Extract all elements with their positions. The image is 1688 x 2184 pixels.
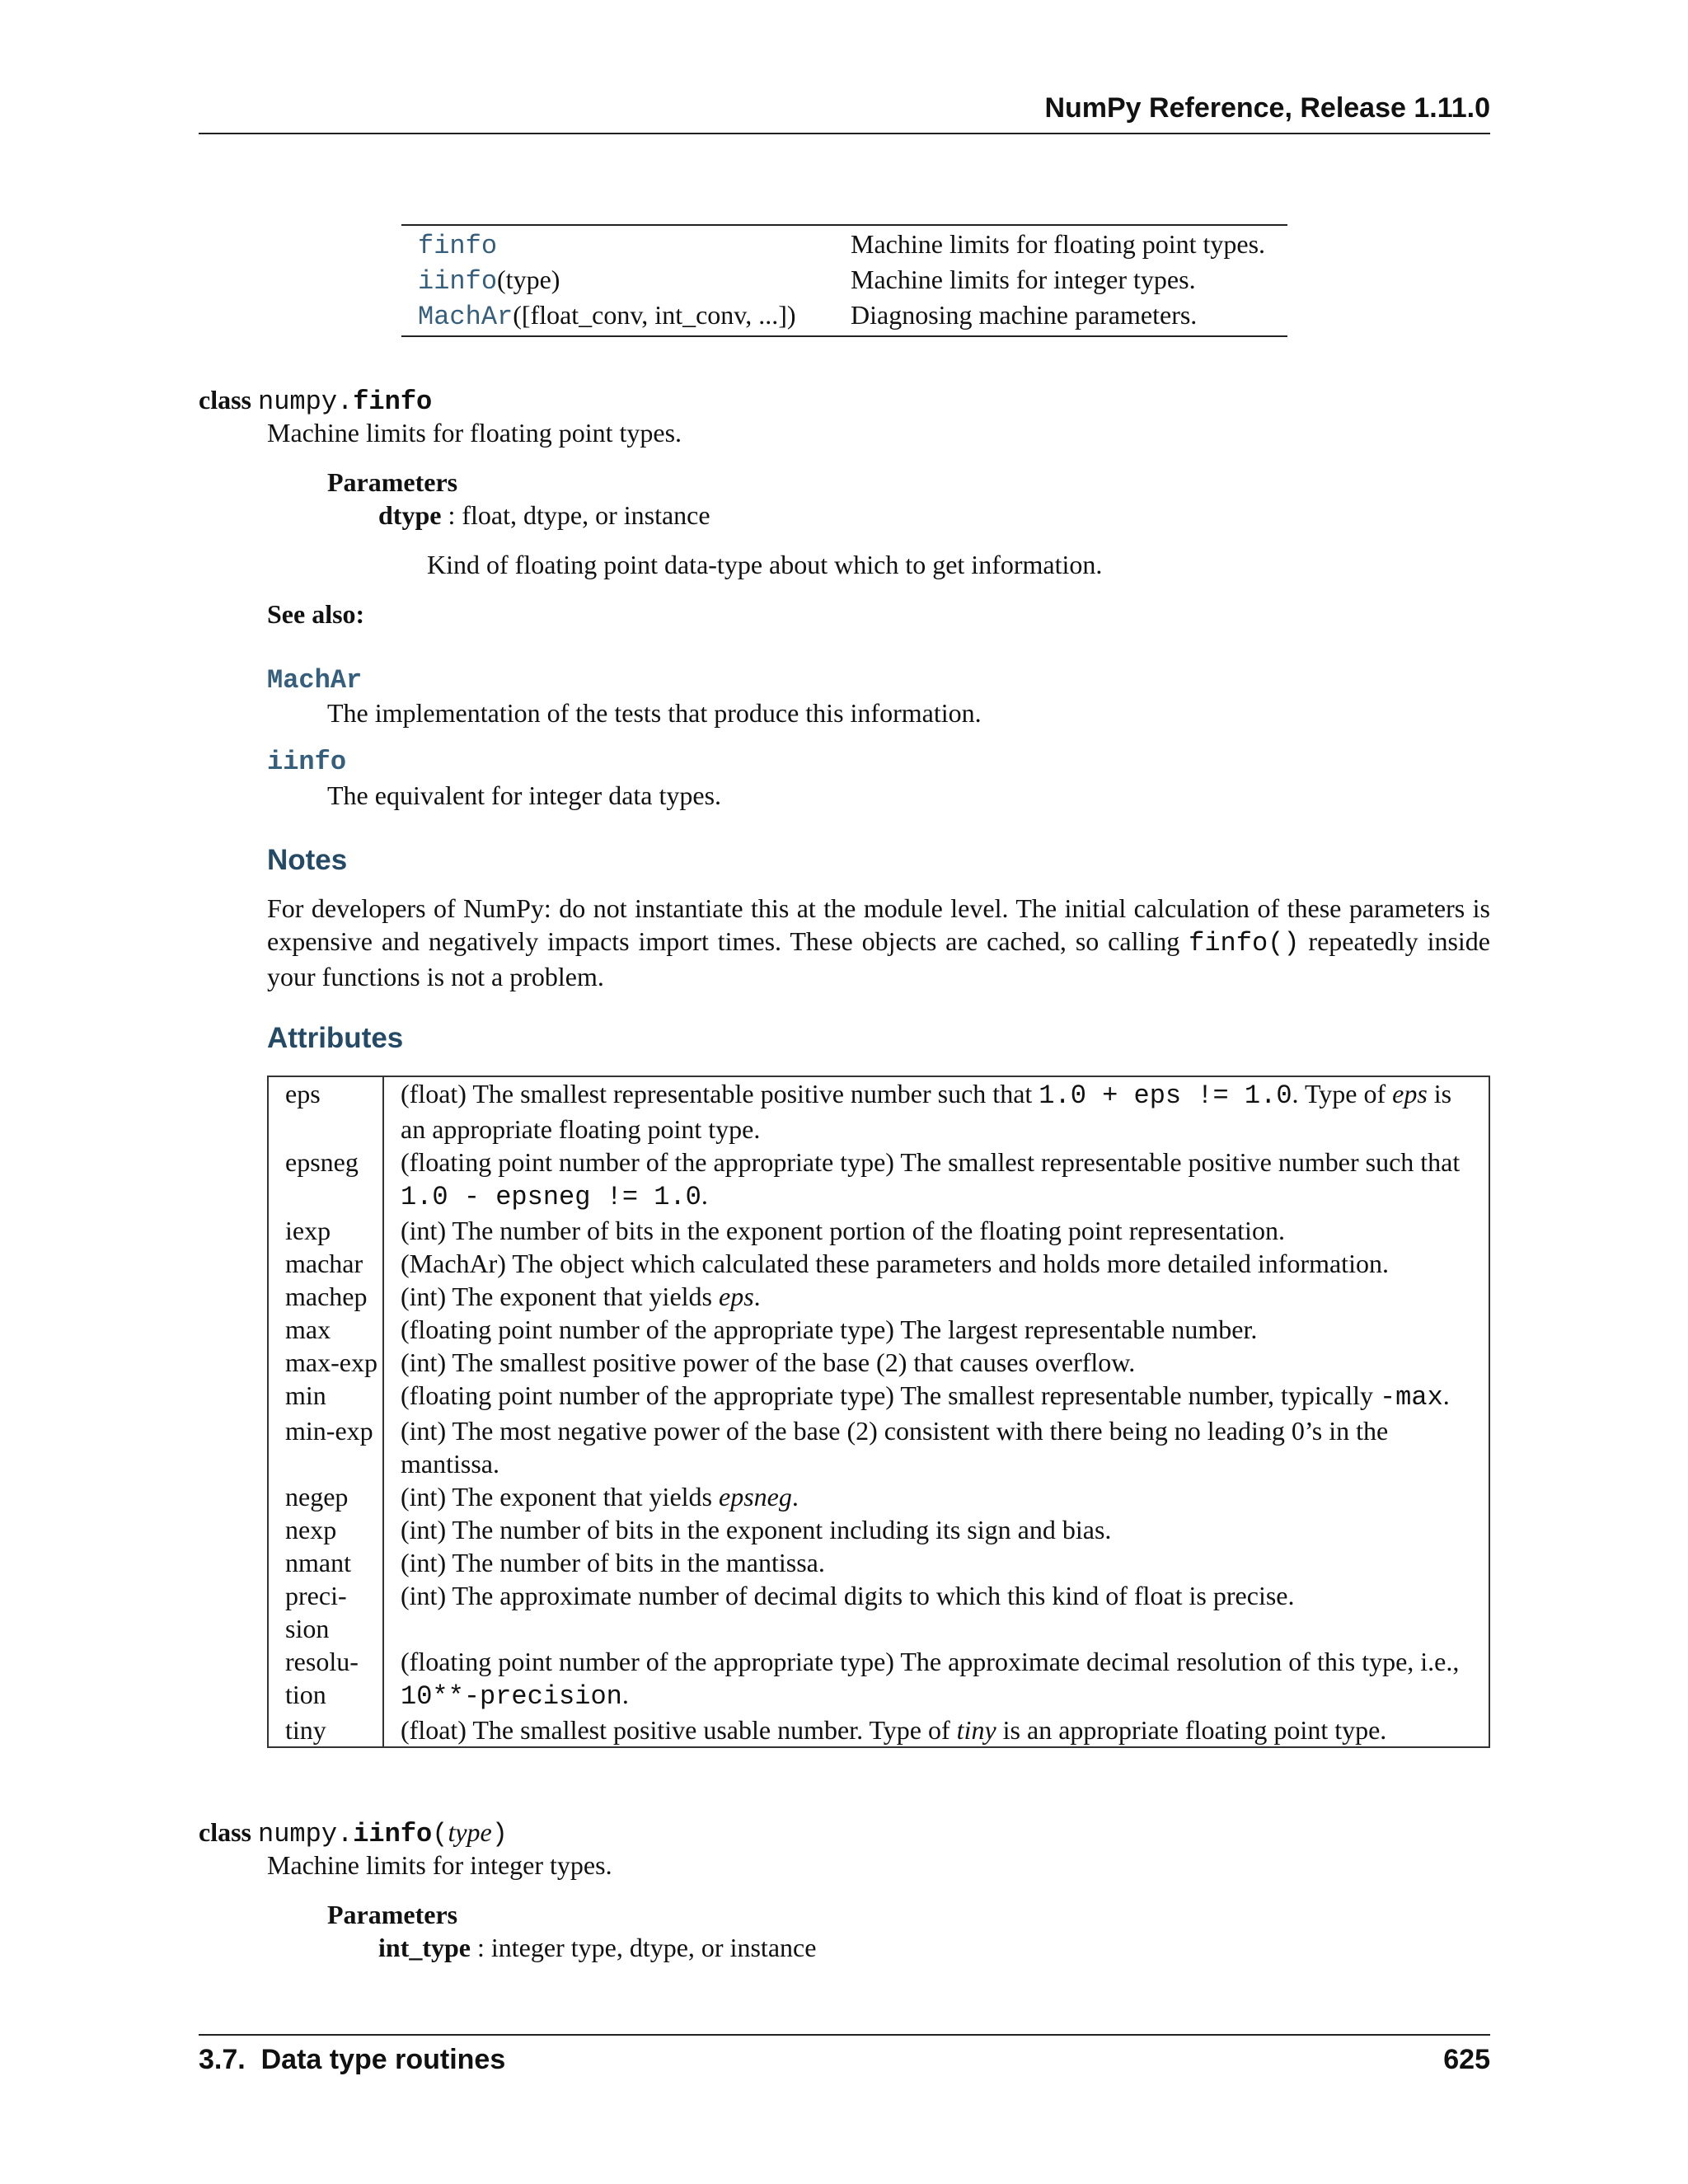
attribute-row — [268, 1713, 1489, 1747]
params-heading: Parameters — [327, 1900, 458, 1929]
attribute-row — [268, 1076, 1489, 1146]
attribute-row — [268, 1247, 1489, 1280]
sig-open: ( — [432, 1819, 448, 1849]
attribute-description — [383, 1146, 1489, 1214]
inline-code: 10**-precision — [401, 1681, 622, 1712]
attribute-row — [268, 1313, 1489, 1346]
notes-code: finfo() — [1189, 928, 1300, 958]
description-text: is an appropriate floating point type. — [996, 1715, 1387, 1745]
description-text: (floating point number of the appropriate type) The largest representable number. — [401, 1315, 1258, 1344]
summary-args: (type) — [497, 265, 560, 294]
description-text: . — [621, 1680, 629, 1709]
attribute-name: max — [268, 1313, 383, 1346]
summary-link-finfo[interactable]: finfo — [418, 231, 498, 261]
attribute-description — [383, 1247, 1489, 1280]
description-text: (floating point number of the appropriate type) The approximate decimal resolution of this type, i.e., — [401, 1647, 1460, 1676]
see-also-desc: The implementation of the tests that produce this information. — [327, 698, 982, 728]
attribute-name: iexp — [268, 1214, 383, 1247]
class-name: finfo — [353, 387, 433, 417]
module-prefix: numpy. — [258, 1819, 354, 1849]
attribute-description — [383, 1546, 1489, 1579]
attribute-row — [268, 1414, 1489, 1480]
attribute-row — [268, 1480, 1489, 1513]
description-text: . Type of — [1292, 1079, 1393, 1108]
attribute-description — [383, 1645, 1489, 1713]
param-desc: Kind of floating point data-type about which to get information. — [427, 550, 1103, 579]
param-name: dtype — [378, 500, 442, 530]
description-text: (int) The most negative power of the base (2) consistent with there being no leading 0’s in the mantissa. — [401, 1416, 1389, 1479]
page-number: 625 — [1443, 2044, 1490, 2075]
attribute-name: preci-sion — [268, 1579, 383, 1645]
description-text: (floating point number of the appropriate type) The smallest representable number, typically — [401, 1380, 1380, 1410]
description-text: . — [1442, 1380, 1450, 1410]
attribute-description — [383, 1414, 1489, 1480]
param-name: int_type — [378, 1933, 471, 1962]
attribute-row — [268, 1280, 1489, 1313]
summary-row — [401, 225, 1287, 263]
summary-desc: Diagnosing machine parameters. — [851, 300, 1198, 330]
description-text: (int) The exponent that yields — [401, 1282, 719, 1311]
iinfo-summary: Machine limits for integer types. — [267, 1850, 612, 1880]
description-text: (float) The smallest representable positive number such that — [401, 1079, 1039, 1108]
attribute-description — [383, 1480, 1489, 1513]
attribute-row — [268, 1579, 1489, 1645]
attribute-description — [383, 1313, 1489, 1346]
summary-table — [401, 224, 1287, 337]
description-text: (int) The smallest positive power of the base (2) that causes overflow. — [401, 1347, 1136, 1377]
summary-link-iinfo[interactable]: iinfo — [418, 266, 498, 297]
description-text: (floating point number of the appropriate type) The smallest representable positive number such that — [401, 1147, 1461, 1177]
sig-close: ) — [491, 1819, 508, 1849]
description-text: (int) The number of bits in the exponent including its sign and bias. — [401, 1515, 1112, 1544]
attributes-table — [267, 1076, 1490, 1748]
summary-link-machar[interactable]: MachAr — [418, 302, 513, 332]
notes-paragraph — [267, 892, 1490, 993]
finfo-summary: Machine limits for floating point types. — [267, 418, 682, 448]
emphasis: tiny — [956, 1715, 996, 1745]
see-also-heading: See also: — [267, 599, 365, 629]
module-prefix: numpy. — [258, 387, 354, 417]
inline-code: 1.0 + eps != 1.0 — [1039, 1080, 1292, 1111]
see-also-link-machar[interactable]: MachAr — [267, 665, 363, 696]
attribute-row — [268, 1346, 1489, 1379]
attribute-name: epsneg — [268, 1146, 383, 1214]
param-line — [378, 499, 710, 532]
param-type: : float, dtype, or instance — [441, 500, 710, 530]
attribute-row — [268, 1546, 1489, 1579]
footer-section: 3.7. Data type routines — [199, 2044, 506, 2075]
sig-arg: type — [448, 1817, 492, 1847]
attribute-name: min — [268, 1379, 383, 1414]
summary-args: ([float_conv, int_conv, ...]) — [513, 300, 796, 330]
attribute-name: machar — [268, 1247, 383, 1280]
attribute-row — [268, 1513, 1489, 1546]
attribute-name: resolu-tion — [268, 1645, 383, 1713]
attribute-name: nexp — [268, 1513, 383, 1546]
description-text: (int) The exponent that yields — [401, 1482, 719, 1511]
description-text: (int) The number of bits in the mantissa. — [401, 1548, 825, 1577]
attribute-name: machep — [268, 1280, 383, 1313]
description-text: (int) The approximate number of decimal digits to which this kind of float is precise. — [401, 1581, 1295, 1610]
description-text: (float) The smallest positive usable number. Type of — [401, 1715, 957, 1745]
attribute-name: tiny — [268, 1713, 383, 1747]
attribute-row — [268, 1214, 1489, 1247]
class-keyword: class — [199, 1817, 251, 1847]
inline-code: -max — [1379, 1382, 1443, 1413]
see-also-link-iinfo[interactable]: iinfo — [267, 747, 347, 777]
attribute-row — [268, 1379, 1489, 1414]
description-text: (int) The number of bits in the exponent portion of the floating point representation. — [401, 1216, 1285, 1245]
attribute-row — [268, 1645, 1489, 1713]
attribute-description — [383, 1713, 1489, 1747]
summary-desc: Machine limits for floating point types. — [851, 229, 1266, 259]
attribute-description — [383, 1513, 1489, 1546]
attribute-description — [383, 1214, 1489, 1247]
description-text: (MachAr) The object which calculated these parameters and holds more detailed information. — [401, 1249, 1389, 1278]
summary-desc: Machine limits for integer types. — [851, 265, 1196, 294]
inline-code: 1.0 - epsneg != 1.0 — [401, 1182, 701, 1212]
attribute-description — [383, 1076, 1489, 1146]
finfo-signature — [199, 383, 432, 419]
description-text: . — [791, 1482, 799, 1511]
running-header-title: NumPy Reference, Release 1.11.0 — [1044, 92, 1490, 124]
attribute-description — [383, 1579, 1489, 1645]
emphasis: epsneg — [718, 1482, 792, 1511]
see-also-desc: The equivalent for integer data types. — [327, 780, 722, 810]
attribute-name: negep — [268, 1480, 383, 1513]
attribute-description — [383, 1379, 1489, 1414]
description-text: . — [753, 1282, 761, 1311]
class-name: iinfo — [353, 1819, 433, 1849]
attribute-name: nmant — [268, 1546, 383, 1579]
iinfo-signature — [199, 1816, 508, 1851]
attributes-heading: Attributes — [267, 1022, 404, 1054]
class-keyword: class — [199, 385, 251, 415]
attribute-name: max-exp — [268, 1346, 383, 1379]
notes-text-1: For developers of NumPy: do not instantiate this at the module level. The initial calculation of these parameters is expensive and negatively impacts import times. These objects are cached, so calling — [267, 893, 1490, 956]
params-heading: Parameters — [327, 467, 458, 497]
notes-text-2: repeatedly inside your functions is not a problem. — [267, 926, 1491, 991]
summary-row — [401, 263, 1287, 298]
notes-heading: Notes — [267, 844, 348, 876]
param-line — [378, 1931, 816, 1964]
summary-row — [401, 298, 1287, 336]
attribute-name: min-exp — [268, 1414, 383, 1480]
emphasis: eps — [718, 1282, 754, 1311]
emphasis: eps — [1392, 1079, 1428, 1108]
description-text: . — [701, 1180, 708, 1210]
running-header — [199, 92, 1490, 134]
attribute-row — [268, 1146, 1489, 1214]
page-footer — [199, 2034, 1490, 2076]
param-type: : integer type, dtype, or instance — [471, 1933, 817, 1962]
attribute-name: eps — [268, 1076, 383, 1146]
attribute-description — [383, 1280, 1489, 1313]
description-text: is an appropriate floating point type. — [401, 1079, 1452, 1144]
attribute-description — [383, 1346, 1489, 1379]
